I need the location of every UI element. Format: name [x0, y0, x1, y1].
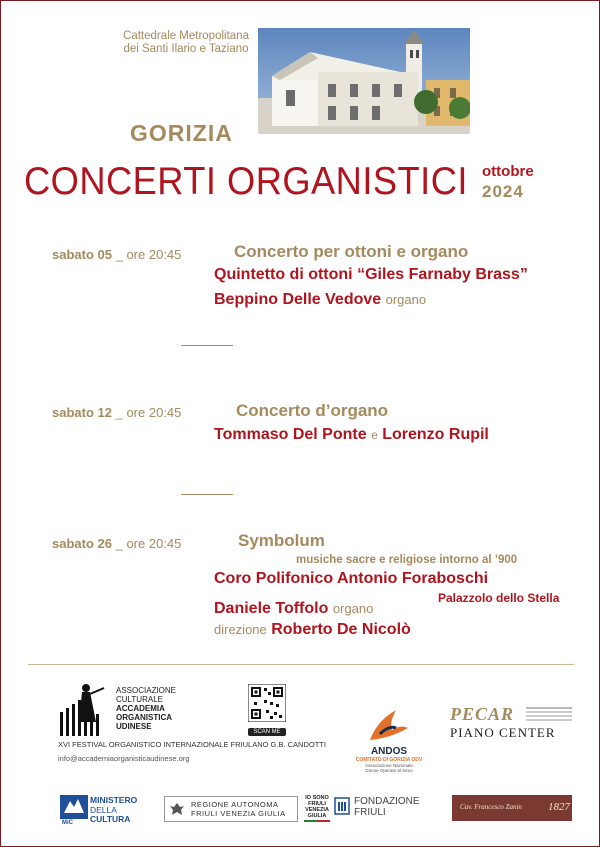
regione-line-2: FRIULI VENEZIA GIULIA [191, 808, 286, 818]
zanin-logo [452, 795, 572, 821]
iosono-line-1: IO SONO [305, 795, 329, 801]
footer-divider [28, 664, 574, 665]
ministero-icon [60, 795, 88, 819]
assoc-line-3: ACCADEMIA [116, 704, 165, 713]
pecar-sub: PIANO CENTER [450, 725, 556, 740]
venue-line-1: Cattedrale Metropolitana [123, 30, 249, 42]
concert-1-date [52, 247, 181, 262]
iosono-line-2: FRIULI [308, 801, 326, 807]
iosono-logo [304, 795, 330, 822]
concert-3-choir-place: Palazzolo dello Stella [438, 591, 560, 605]
concert-2-time: ore 20:45 [126, 405, 182, 420]
concert-2-date [52, 405, 181, 420]
assoc-line-4: ORGANISTICA [116, 713, 172, 722]
venue-name [116, 30, 256, 56]
fondazione-icon [334, 797, 350, 815]
concert-2-conjunction: e [371, 428, 378, 442]
concert-3-director-name: Roberto De Nicolò [271, 621, 411, 638]
contact-email[interactable]: info@accademiaorganisticaudinese.org [58, 754, 190, 763]
assoc-line-5: UDINESE [116, 722, 152, 731]
concert-3-date [52, 536, 181, 551]
concert-1-ensemble: Quintetto di ottoni “Giles Farnaby Brass” [214, 266, 528, 283]
concert-2-performer-a: Tommaso Del Ponte [214, 426, 367, 443]
ministero-logo [90, 796, 137, 825]
concert-3-date-separator: _ [111, 536, 127, 551]
concert-3-organist [214, 600, 373, 618]
iosono-flag-bar [304, 820, 330, 822]
concert-3-time: ore 20:45 [126, 536, 182, 551]
accademia-logo-text [116, 686, 176, 731]
ministero-mark: MiC [62, 820, 73, 826]
concert-2-title: Concerto d’organo [236, 401, 389, 420]
concert-3-title: Symbolum [238, 531, 325, 550]
venue-line-2: dei Santi Ilario e Taziano [123, 43, 249, 55]
concert-1-performer-name: Beppino Delle Vedove [214, 291, 382, 308]
assoc-line-2: CULTURALE [116, 695, 163, 704]
concert-3-director [214, 621, 411, 639]
concert-3-subtitle: musiche sacre e religiose intorno al ’900 [296, 554, 518, 566]
concert-3-organist-name: Daniele Toffolo [214, 600, 329, 617]
pecar-address-lines [526, 707, 572, 721]
fondazione-logo [354, 796, 420, 818]
qr-code[interactable] [248, 684, 286, 735]
iosono-line-3: VENEZIA [305, 807, 329, 813]
city-name: GORIZIA [130, 120, 233, 146]
concert-1-date-separator: _ [111, 247, 127, 262]
andos-line-2: COMITATO DI GORIZIA ODV [355, 757, 423, 763]
regione-logo [164, 796, 298, 822]
ministero-line-2: DELLA [90, 804, 117, 815]
regione-line-1: REGIONE AUTONOMA [191, 800, 279, 809]
pecar-brand: PECAR [450, 704, 515, 724]
andos-line-3: Associazione Nazionale [365, 763, 413, 768]
separator-line [181, 345, 233, 346]
concert-3-choir: Coro Polifonico Antonio Foraboschi [214, 570, 489, 587]
qr-code-icon [248, 684, 286, 722]
concert-2-performer-b: Lorenzo Rupil [382, 426, 489, 443]
concert-1-title: Concerto per ottoni e organo [234, 242, 469, 261]
qr-label: SCAN ME [248, 728, 286, 736]
accademia-logo-icon [56, 682, 116, 738]
separator-line [181, 494, 233, 495]
concert-1-day: sabato 05 [52, 247, 112, 262]
concert-2-day: sabato 12 [52, 405, 112, 420]
event-month: ottobre [482, 163, 534, 180]
ministero-line-3: CULTURA [90, 814, 131, 824]
concert-1-performer-role: organo [385, 292, 427, 307]
event-title: CONCERTI ORGANISTICI [24, 160, 468, 203]
concert-3-director-label: direzione [214, 622, 267, 637]
concert-1-time: ore 20:45 [126, 247, 182, 262]
event-year: 2024 [482, 182, 524, 201]
festival-name: XVI FESTIVAL ORGANISTICO INTERNAZIONALE FRIULANO G.B. CANDOTTI [58, 740, 326, 749]
concert-3-day: sabato 26 [52, 536, 112, 551]
fondazione-line-1: FONDAZIONE [354, 796, 420, 807]
cathedral-image [258, 28, 470, 134]
andos-line-4: Donne Operate al Seno [365, 768, 413, 773]
ministero-line-1: MINISTERO [90, 795, 138, 805]
andos-name: ANDOS [370, 746, 408, 757]
concert-3-organist-role: organo [332, 601, 374, 616]
iosono-line-4: GIULIA [307, 813, 327, 819]
concert-1-performer [214, 291, 426, 309]
cathedral-photo [258, 28, 470, 134]
andos-bird-icon [366, 706, 410, 746]
andos-logo [352, 746, 426, 773]
zanin-line-1: Cav. Francesco Zanin [460, 803, 522, 811]
assoc-line-1: ASSOCIAZIONE [116, 686, 177, 695]
fondazione-line-2: FRIULI [354, 807, 386, 818]
concert-2-date-separator: _ [111, 405, 127, 420]
concert-2-performers [214, 426, 489, 444]
zanin-year: 1827 [548, 801, 570, 813]
regione-eagle-icon [169, 801, 185, 817]
